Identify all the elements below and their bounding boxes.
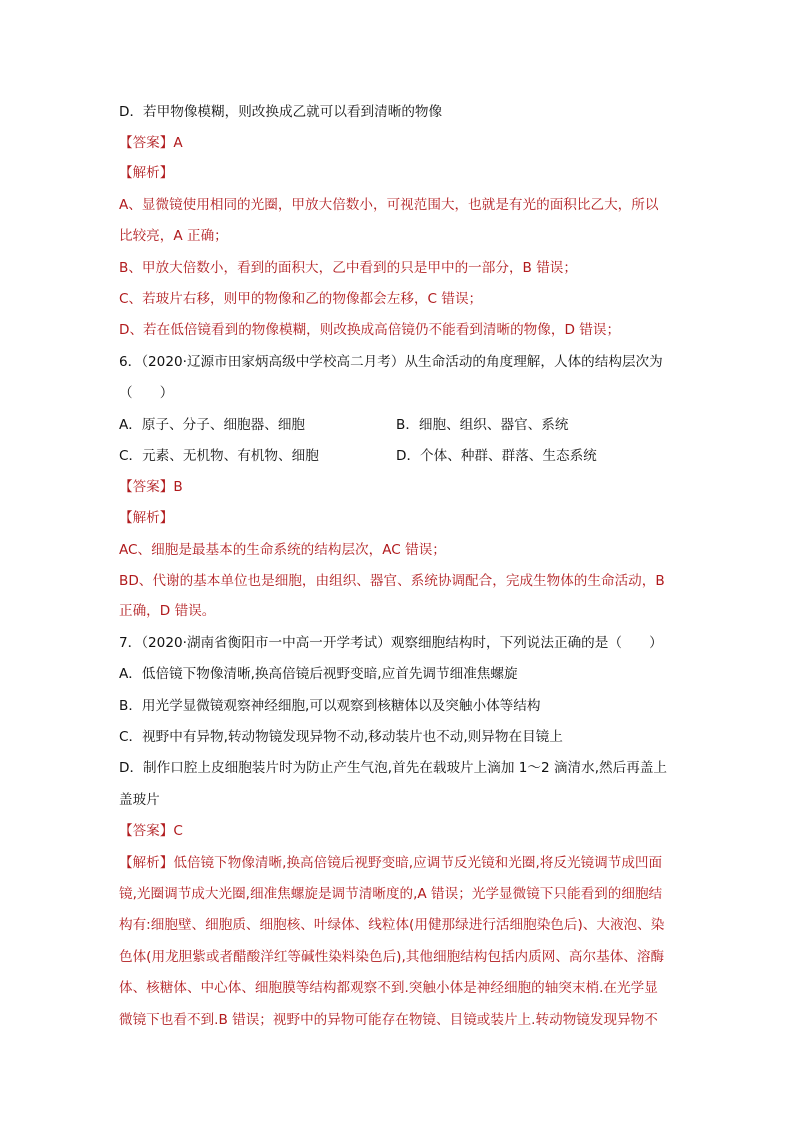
question-6-stem: 6．（2020·辽源市田家炳高级中学校高二月考）从生命活动的角度理解，人体的结构层次为 (119, 354, 663, 370)
analysis-label: 【解析】 (119, 855, 174, 871)
analysis-text-line: 镜,光圈调节成大光圈,细准焦螺旋是调节清晰度的,A 错误；光学显微镜下只能看到的细胞结 (119, 886, 663, 902)
analysis-text-line: 正确，D 错误。 (119, 603, 216, 619)
question-6-options-row-2 (119, 446, 679, 466)
question-7-option-d-cont: 盖玻片 (119, 792, 160, 808)
analysis-text-line: 比较亮，A 正确； (119, 228, 228, 244)
question-7-option-a: A．低倍镜下物像清晰,换高倍镜后视野变暗,应首先调节细准焦螺旋 (119, 666, 518, 682)
analysis-text-line: 色体(用龙胆紫或者醋酸洋红等碱性染料染色后),其他细胞结构包括内质网、高尔基体、溶酶 (119, 949, 665, 965)
answer-label: 【答案】 (119, 479, 174, 495)
option-b: B．细胞、组织、器官、系统 (396, 417, 569, 433)
answer-value: A (173, 135, 183, 151)
question-6-blank: （ ） (119, 385, 174, 401)
option-d: D．个体、种群、群落、生态系统 (396, 448, 597, 464)
analysis-text-line: BD、代谢的基本单位也是细胞，由组织、器官、系统协调配合，完成生物体的生命活动，B (119, 573, 665, 589)
question-7-option-b: B．用光学显微镜观察神经细胞,可以观察到核糖体以及突触小体等结构 (119, 698, 541, 714)
analysis-text-line: C、若玻片右移，则甲的物像和乙的物像都会左移，C 错误； (119, 291, 483, 307)
analysis-text-line: A、显微镜使用相同的光圈，甲放大倍数小，可视范围大，也就是有光的面积比乙大，所以 (119, 197, 659, 213)
question-7-stem: 7．（2020·湖南省衡阳市一中高一开学考试）观察细胞结构时，下列说法正确的是（ ） (119, 635, 663, 651)
analysis-label-q5: 【解析】 (119, 165, 174, 181)
analysis-label-q6: 【解析】 (119, 510, 174, 526)
question-7-option-c: C．视野中有异物,转动物镜发现异物不动,移动装片也不动,则异物在目镜上 (119, 729, 563, 745)
analysis-text-line: B、甲放大倍数小，看到的面积大，乙中看到的只是甲中的一部分，B 错误； (119, 260, 577, 276)
analysis-first-line-q7: 【解析】低倍镜下物像清晰,换高倍镜后视野变暗,应调节反光镜和光圈,将反光镜调节成凹面 (119, 855, 663, 871)
answer-label: 【答案】 (119, 823, 174, 839)
question-6-options-row-1 (119, 415, 679, 435)
answer-line-q5 (119, 133, 679, 153)
analysis-text-line: 构有:细胞壁、细胞质、细胞核、叶绿体、线粒体(用健那绿进行活细胞染色后)、大液泡、染 (119, 917, 665, 933)
analysis-text-line: 微镜下也看不到.B 错误；视野中的异物可能存在物镜、目镜或装片上.转动物镜发现异物不 (119, 1012, 658, 1028)
answer-value: B (173, 479, 183, 495)
option-c: C．元素、无机物、有机物、细胞 (119, 448, 319, 464)
answer-line-q7 (119, 821, 679, 841)
analysis-text-line: 体、核糖体、中心体、细胞膜等结构都观察不到.突触小体是神经细胞的轴突末梢.在光学显 (119, 980, 658, 996)
option-d-line: D．若甲物像模糊，则改换成乙就可以看到清晰的物像 (119, 104, 443, 120)
answer-value: C (173, 823, 183, 839)
analysis-text-line: AC、细胞是最基本的生命系统的结构层次，AC 错误； (119, 542, 446, 558)
analysis-text-line: D、若在低倍镜看到的物像模糊，则改换成高倍镜仍不能看到清晰的物像，D 错误； (119, 322, 621, 338)
answer-line-q6 (119, 477, 679, 497)
answer-label: 【答案】 (119, 135, 174, 151)
option-a: A．原子、分子、细胞器、细胞 (119, 417, 306, 433)
question-7-option-d: D．制作口腔上皮细胞装片时为防止产生气泡,首先在载玻片上滴加 1～2 滴清水,然后再盖上 (119, 760, 668, 776)
